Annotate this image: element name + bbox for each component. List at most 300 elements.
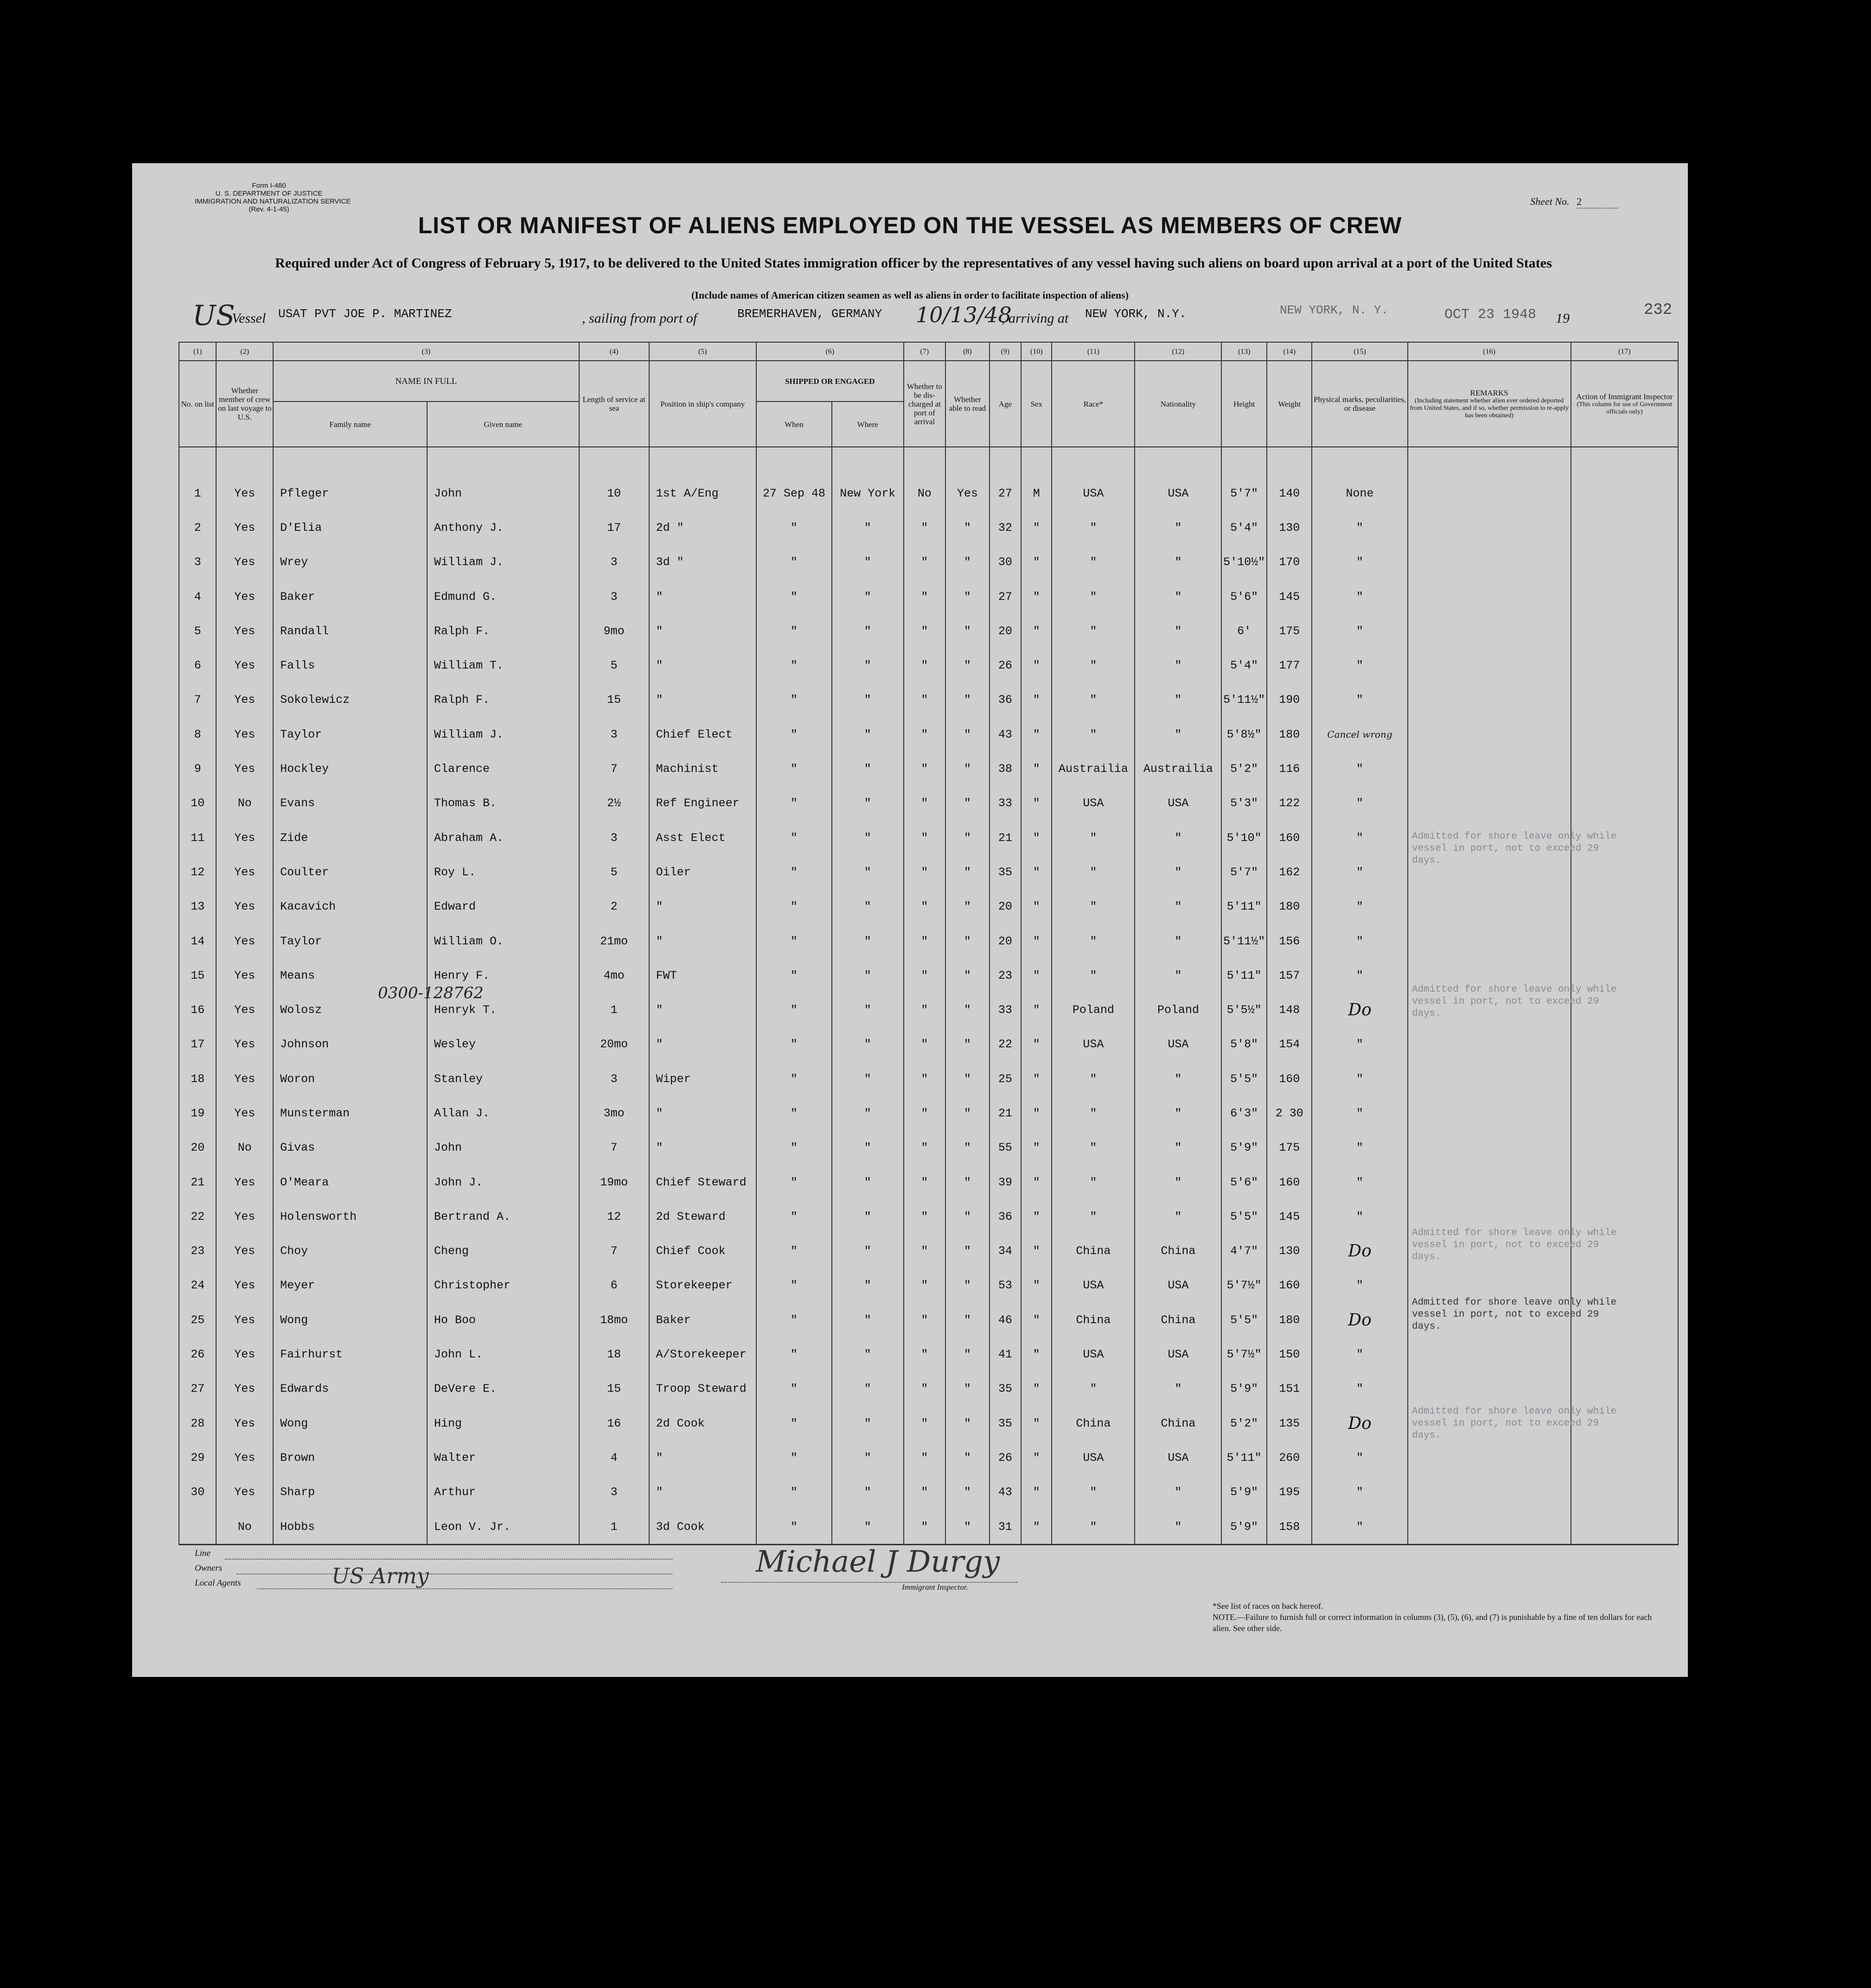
family-name-cell: Falls <box>273 648 427 682</box>
position-cell: " <box>649 648 756 682</box>
vessel-label: Vessel <box>232 311 266 326</box>
weight-cell: 156 <box>1267 924 1312 958</box>
manifest-sheet <box>132 163 1688 1677</box>
height-cell: 5'2" <box>1221 752 1267 786</box>
remarks-cell <box>1408 1062 1571 1096</box>
last-voyage-cell: Yes <box>216 1096 273 1130</box>
nationality-cell: USA <box>1135 1337 1221 1371</box>
col-header-family-name: Family name <box>273 401 427 447</box>
height-cell: 5'5½" <box>1221 993 1267 1027</box>
vessel-name: USAT PVT JOE P. MARTINEZ <box>278 307 452 321</box>
shipped-where-cell: " <box>832 648 904 682</box>
remarks-cell <box>1408 1372 1571 1406</box>
age-cell: 20 <box>990 614 1021 648</box>
inspector-action-cell <box>1571 1062 1678 1096</box>
given-name-cell: Bertrand A. <box>427 1199 579 1234</box>
race-cell: " <box>1052 1199 1135 1234</box>
sex-cell: " <box>1021 924 1052 958</box>
able-to-read-cell: " <box>945 545 990 580</box>
given-name-cell: William O. <box>427 924 579 958</box>
discharged-cell: " <box>904 993 946 1027</box>
sex-cell: " <box>1021 1372 1052 1406</box>
list-number-cell: 5 <box>179 614 216 648</box>
col-header-age: Age <box>990 361 1021 447</box>
discharged-cell: " <box>904 1440 946 1475</box>
last-voyage-cell: Yes <box>216 1234 273 1268</box>
inspector-signature-line <box>721 1582 1018 1583</box>
inspector-action-cell <box>1571 1096 1678 1130</box>
weight-cell: 162 <box>1267 855 1312 889</box>
table-row <box>179 1510 1678 1545</box>
height-cell: 6'3" <box>1221 1096 1267 1130</box>
service-length-cell: 7 <box>579 752 649 786</box>
race-cell: " <box>1052 1372 1135 1406</box>
inspector-action-cell <box>1571 1475 1678 1510</box>
table-row <box>179 683 1678 717</box>
able-to-read-cell: " <box>945 1062 990 1096</box>
height-cell: 5'7" <box>1221 855 1267 889</box>
weight-cell: 130 <box>1267 510 1312 545</box>
sailing-label: , sailing from port of <box>582 311 697 326</box>
discharged-cell: " <box>904 614 946 648</box>
family-name-cell: Woron <box>273 1062 427 1096</box>
physical-marks-cell: None <box>1312 476 1407 510</box>
page-subtitle: Required under Act of Congress of February 5, 1917, to be delivered to the United States immigration officer by the representatives of any vessel having such aliens on board upon arrival at a port of the United States <box>275 255 1552 271</box>
discharged-cell: " <box>904 1027 946 1062</box>
nationality-cell: " <box>1135 924 1221 958</box>
page-subtitle-note: (Include names of American citizen seamen as well as aliens in order to facilitate inspection of aliens) <box>691 289 1129 301</box>
weight-cell: 2 30 <box>1267 1096 1312 1130</box>
vessel-line <box>192 299 1673 332</box>
service-length-cell: 16 <box>579 1406 649 1440</box>
able-to-read-cell: " <box>945 648 990 682</box>
list-number-cell: 3 <box>179 545 216 580</box>
service-length-cell: 7 <box>579 1234 649 1268</box>
remarks-stamp: Admitted for shore leave only while vessel in port, not to exceed 29 days. <box>1412 1406 1617 1441</box>
family-name-cell: Hobbs <box>273 1510 427 1545</box>
discharged-cell: " <box>904 1406 946 1440</box>
race-cell: " <box>1052 821 1135 855</box>
last-voyage-cell: Yes <box>216 648 273 682</box>
weight-cell: 154 <box>1267 1027 1312 1062</box>
age-cell: 20 <box>990 924 1021 958</box>
list-number-cell: 27 <box>179 1372 216 1406</box>
shipped-when-cell: " <box>756 821 832 855</box>
list-number-cell: 11 <box>179 821 216 855</box>
col-header-inspector-action <box>1571 361 1678 447</box>
physical-marks-cell: " <box>1312 1268 1407 1303</box>
service-length-cell: 4mo <box>579 958 649 993</box>
age-cell: 26 <box>990 648 1021 682</box>
shipped-where-cell: " <box>832 1268 904 1303</box>
sex-cell: M <box>1021 476 1052 510</box>
physical-marks-cell: " <box>1312 958 1407 993</box>
shipped-where-cell: " <box>832 510 904 545</box>
nationality-cell: " <box>1135 1062 1221 1096</box>
remarks-cell <box>1408 545 1571 580</box>
list-number-cell: 2 <box>179 510 216 545</box>
sex-cell: " <box>1021 545 1052 580</box>
list-number-cell: 9 <box>179 752 216 786</box>
race-cell: Austrailia <box>1052 752 1135 786</box>
family-name-cell: Wong <box>273 1303 427 1337</box>
able-to-read-cell: " <box>945 1199 990 1234</box>
nationality-cell: " <box>1135 1165 1221 1199</box>
table-row <box>179 1440 1678 1475</box>
inspector-action-cell <box>1571 924 1678 958</box>
family-name-cell: Baker <box>273 580 427 614</box>
weight-cell: 180 <box>1267 717 1312 752</box>
weight-cell: 145 <box>1267 1199 1312 1234</box>
physical-marks-cell: " <box>1312 545 1407 580</box>
race-cell: " <box>1052 1475 1135 1510</box>
shipped-when-cell: " <box>756 1131 832 1165</box>
given-name-cell: Stanley <box>427 1062 579 1096</box>
age-cell: 21 <box>990 821 1021 855</box>
inspector-action-cell <box>1571 1131 1678 1165</box>
discharged-cell: " <box>904 1062 946 1096</box>
discharged-cell: " <box>904 1268 946 1303</box>
height-cell: 5'8" <box>1221 1027 1267 1062</box>
sex-cell: " <box>1021 1165 1052 1199</box>
physical-marks-cell: " <box>1312 683 1407 717</box>
able-to-read-cell: " <box>945 1510 990 1545</box>
able-to-read-cell: " <box>945 924 990 958</box>
shipped-when-cell: " <box>756 614 832 648</box>
shipped-where-cell: " <box>832 890 904 924</box>
age-cell: 35 <box>990 855 1021 889</box>
service-length-cell: 18 <box>579 1337 649 1371</box>
weight-cell: 135 <box>1267 1406 1312 1440</box>
height-cell: 5'9" <box>1221 1510 1267 1545</box>
page-title: LIST OR MANIFEST OF ALIENS EMPLOYED ON THE VESSEL AS MEMBERS OF CREW <box>418 212 1402 238</box>
shipped-when-cell: " <box>756 1510 832 1545</box>
shipped-when-cell: " <box>756 1475 832 1510</box>
shipped-where-cell: " <box>832 821 904 855</box>
able-to-read-cell: " <box>945 1372 990 1406</box>
remarks-stamp: Admitted for shore leave only while vessel in port, not to exceed 29 days. <box>1412 984 1617 1019</box>
able-to-read-cell: Yes <box>945 476 990 510</box>
handwritten-id-number: 0300-128762 <box>378 984 484 1002</box>
weight-cell: 148 <box>1267 993 1312 1027</box>
owners-label: Owners <box>195 1563 223 1573</box>
note-label: NOTE. <box>1213 1612 1237 1622</box>
shipped-where-cell: " <box>832 924 904 958</box>
age-cell: 35 <box>990 1372 1021 1406</box>
weight-cell: 180 <box>1267 890 1312 924</box>
list-number-cell: 12 <box>179 855 216 889</box>
able-to-read-cell: " <box>945 1131 990 1165</box>
nationality-cell: USA <box>1135 1440 1221 1475</box>
race-cell: " <box>1052 580 1135 614</box>
table-row <box>179 1337 1678 1371</box>
col-11-number: (11) <box>1052 342 1135 361</box>
last-voyage-cell: Yes <box>216 1303 273 1337</box>
family-name-cell: Wong <box>273 1406 427 1440</box>
inspector-action-cell <box>1571 510 1678 545</box>
height-cell: 5'11" <box>1221 890 1267 924</box>
nationality-cell: Austrailia <box>1135 752 1221 786</box>
remarks-subtext: (Including statement whether alien ever ordered deported from United States, and if so, whether permission to re-apply has been obtained) <box>1410 397 1569 419</box>
sex-cell: " <box>1021 1027 1052 1062</box>
given-name-cell: John J. <box>427 1165 579 1199</box>
nationality-cell: " <box>1135 510 1221 545</box>
able-to-read-cell: " <box>945 1406 990 1440</box>
position-cell: " <box>649 1131 756 1165</box>
inspector-action-cell <box>1571 1165 1678 1199</box>
inspector-action-title: Action of Immigrant Inspector <box>1576 392 1673 401</box>
able-to-read-cell: " <box>945 683 990 717</box>
discharged-cell: " <box>904 1475 946 1510</box>
inspector-action-cell <box>1571 752 1678 786</box>
height-cell: 5'2" <box>1221 1406 1267 1440</box>
crew-manifest-table <box>179 342 1679 1545</box>
remarks-cell <box>1408 1096 1571 1130</box>
col-14-number: (14) <box>1267 342 1312 361</box>
position-cell: 3d Cook <box>649 1510 756 1545</box>
shipped-when-cell: " <box>756 958 832 993</box>
inspector-action-cell <box>1571 1337 1678 1371</box>
col-9-number: (9) <box>990 342 1021 361</box>
last-voyage-cell: Yes <box>216 1406 273 1440</box>
able-to-read-cell: " <box>945 614 990 648</box>
given-name-cell: Ralph F. <box>427 683 579 717</box>
weight-cell: 160 <box>1267 1165 1312 1199</box>
race-cell: " <box>1052 1096 1135 1130</box>
race-cell: Poland <box>1052 993 1135 1027</box>
height-cell: 5'10½" <box>1221 545 1267 580</box>
arriving-label: , arriving at <box>1002 311 1069 326</box>
service-length-cell: 10 <box>579 476 649 510</box>
remarks-cell <box>1408 580 1571 614</box>
shipped-when-cell: " <box>756 648 832 682</box>
family-name-cell: Randall <box>273 614 427 648</box>
shipped-where-cell: " <box>832 1165 904 1199</box>
weight-cell: 160 <box>1267 1062 1312 1096</box>
height-cell: 5'9" <box>1221 1372 1267 1406</box>
discharged-cell: " <box>904 648 946 682</box>
list-number-cell: 26 <box>179 1337 216 1371</box>
position-cell: A/Storekeeper <box>649 1337 756 1371</box>
last-voyage-cell: Yes <box>216 958 273 993</box>
last-voyage-cell: Yes <box>216 1440 273 1475</box>
col-header-service-length: Length of service at sea <box>579 361 649 447</box>
physical-marks-cell: " <box>1312 1337 1407 1371</box>
weight-cell: 140 <box>1267 476 1312 510</box>
age-cell: 27 <box>990 476 1021 510</box>
list-number-cell: 29 <box>179 1440 216 1475</box>
sex-cell: " <box>1021 993 1052 1027</box>
weight-cell: 170 <box>1267 545 1312 580</box>
given-name-cell: Wesley <box>427 1027 579 1062</box>
physical-marks-cell: Do <box>1312 1406 1407 1440</box>
fine-note <box>1213 1612 1658 1634</box>
able-to-read-cell: " <box>945 752 990 786</box>
physical-marks-cell: Do <box>1312 1234 1407 1268</box>
shipped-where-cell: " <box>832 1199 904 1234</box>
position-cell: " <box>649 890 756 924</box>
col-header-when: When <box>756 401 832 447</box>
sex-cell: " <box>1021 752 1052 786</box>
age-cell: 33 <box>990 993 1021 1027</box>
shipped-where-cell: " <box>832 855 904 889</box>
race-cell: " <box>1052 1062 1135 1096</box>
age-cell: 38 <box>990 752 1021 786</box>
nationality-cell: " <box>1135 958 1221 993</box>
remarks-cell <box>1408 1440 1571 1475</box>
shipped-where-cell: " <box>832 683 904 717</box>
shipped-when-cell: " <box>756 580 832 614</box>
family-name-cell: Evans <box>273 786 427 821</box>
family-name-cell: Kacavich <box>273 890 427 924</box>
family-name-cell: Taylor <box>273 924 427 958</box>
remarks-stamp: Admitted for shore leave only while vessel in port, not to exceed 29 days. <box>1412 1297 1617 1332</box>
race-cell: " <box>1052 924 1135 958</box>
able-to-read-cell: " <box>945 958 990 993</box>
age-cell: 30 <box>990 545 1021 580</box>
table-row <box>179 717 1678 752</box>
shipped-when-cell: " <box>756 683 832 717</box>
given-name-cell: Thomas B. <box>427 786 579 821</box>
given-name-cell: William J. <box>427 545 579 580</box>
shipped-when-cell: " <box>756 752 832 786</box>
inspector-action-cell <box>1571 545 1678 580</box>
list-number-cell: 8 <box>179 717 216 752</box>
age-cell: 27 <box>990 580 1021 614</box>
race-cell: China <box>1052 1406 1135 1440</box>
shipped-when-cell: " <box>756 1199 832 1234</box>
weight-cell: 175 <box>1267 614 1312 648</box>
remarks-stamp: Admitted for shore leave only while vessel in port, not to exceed 29 days. <box>1412 831 1617 866</box>
family-name-cell: Wrey <box>273 545 427 580</box>
race-cell: USA <box>1052 1337 1135 1371</box>
height-cell: 5'8½" <box>1221 717 1267 752</box>
col-header-last-voyage: Whether member of crew on last voyage to U.S. <box>216 361 273 447</box>
service-length-cell: 5 <box>579 648 649 682</box>
shipped-where-cell: " <box>832 752 904 786</box>
height-cell: 5'9" <box>1221 1475 1267 1510</box>
list-number-cell: 20 <box>179 1131 216 1165</box>
sex-cell: " <box>1021 1062 1052 1096</box>
nationality-cell: " <box>1135 1131 1221 1165</box>
service-length-cell: 7 <box>579 1131 649 1165</box>
form-number: Form I-480 <box>252 182 286 190</box>
shipped-when-cell: " <box>756 786 832 821</box>
last-voyage-cell: Yes <box>216 580 273 614</box>
col-header-read: Whether able to read <box>945 361 990 447</box>
family-name-cell: Edwards <box>273 1372 427 1406</box>
height-cell: 5'11½" <box>1221 683 1267 717</box>
position-cell: 1st A/Eng <box>649 476 756 510</box>
nationality-cell: " <box>1135 855 1221 889</box>
weight-cell: 116 <box>1267 752 1312 786</box>
discharged-cell: " <box>904 717 946 752</box>
weight-cell: 150 <box>1267 1337 1312 1371</box>
weight-cell: 260 <box>1267 1440 1312 1475</box>
service-length-cell: 5 <box>579 855 649 889</box>
shipped-when-cell: 27 Sep 48 <box>756 476 832 510</box>
list-number-cell: 21 <box>179 1165 216 1199</box>
list-number-cell: 19 <box>179 1096 216 1130</box>
weight-cell: 160 <box>1267 1268 1312 1303</box>
family-name-cell: Taylor <box>273 717 427 752</box>
last-voyage-cell: Yes <box>216 1199 273 1234</box>
age-cell: 55 <box>990 1131 1021 1165</box>
remarks-cell <box>1408 717 1571 752</box>
position-cell: Wiper <box>649 1062 756 1096</box>
footnote <box>1213 1600 1658 1634</box>
position-cell: Machinist <box>649 752 756 786</box>
service-length-cell: 20mo <box>579 1027 649 1062</box>
table-row <box>179 510 1678 545</box>
race-cell: " <box>1052 855 1135 889</box>
inspector-action-cell <box>1571 614 1678 648</box>
col-17-number: (17) <box>1571 342 1678 361</box>
given-name-cell: John L. <box>427 1337 579 1371</box>
remarks-stamp: Admitted for shore leave only while vessel in port, not to exceed 29 days. <box>1412 1228 1617 1262</box>
col-header-list-number: No. on list <box>179 361 216 447</box>
col-1-number: (1) <box>179 342 216 361</box>
discharged-cell: " <box>904 1165 946 1199</box>
inspector-action-cell <box>1571 1440 1678 1475</box>
physical-marks-cell: " <box>1312 1199 1407 1234</box>
height-cell: 5'11" <box>1221 1440 1267 1475</box>
col-header-height: Height <box>1221 361 1267 447</box>
shipped-when-cell: " <box>756 1268 832 1303</box>
discharged-cell: " <box>904 1234 946 1268</box>
column-headers-row <box>179 361 1678 401</box>
shipped-where-cell: New York <box>832 476 904 510</box>
inspector-action-cell <box>1571 580 1678 614</box>
physical-marks-cell: " <box>1312 1131 1407 1165</box>
table-row <box>179 1027 1678 1062</box>
service-length-cell: 21mo <box>579 924 649 958</box>
family-name-cell: Munsterman <box>273 1096 427 1130</box>
discharged-cell: No <box>904 476 946 510</box>
discharged-cell: " <box>904 545 946 580</box>
sex-cell: " <box>1021 958 1052 993</box>
age-cell: 21 <box>990 1096 1021 1130</box>
table-row <box>179 924 1678 958</box>
family-name-cell: Coulter <box>273 855 427 889</box>
remarks-cell <box>1408 510 1571 545</box>
physical-marks-cell: " <box>1312 648 1407 682</box>
weight-cell: 122 <box>1267 786 1312 821</box>
age-cell: 43 <box>990 1475 1021 1510</box>
given-name-cell: Arthur <box>427 1475 579 1510</box>
sheet-number-label: Sheet No. <box>1530 196 1570 207</box>
shipped-when-cell: " <box>756 1372 832 1406</box>
nationality-cell: " <box>1135 1096 1221 1130</box>
height-cell: 5'7½" <box>1221 1337 1267 1371</box>
col-header-position: Position in ship's company <box>649 361 756 447</box>
nationality-cell: " <box>1135 545 1221 580</box>
table-row <box>179 1165 1678 1199</box>
table-row <box>179 890 1678 924</box>
physical-marks-cell: " <box>1312 1165 1407 1199</box>
age-cell: 36 <box>990 683 1021 717</box>
physical-marks-cell: " <box>1312 890 1407 924</box>
local-agents-signature: US Army <box>332 1563 429 1588</box>
position-cell: Troop Steward <box>649 1372 756 1406</box>
family-name-cell: Means <box>273 958 427 993</box>
remarks-cell <box>1408 1337 1571 1371</box>
age-cell: 31 <box>990 1510 1021 1545</box>
family-name-cell: Givas <box>273 1131 427 1165</box>
able-to-read-cell: " <box>945 1096 990 1130</box>
shipped-where-cell: " <box>832 1337 904 1371</box>
given-name-cell: Christopher <box>427 1268 579 1303</box>
